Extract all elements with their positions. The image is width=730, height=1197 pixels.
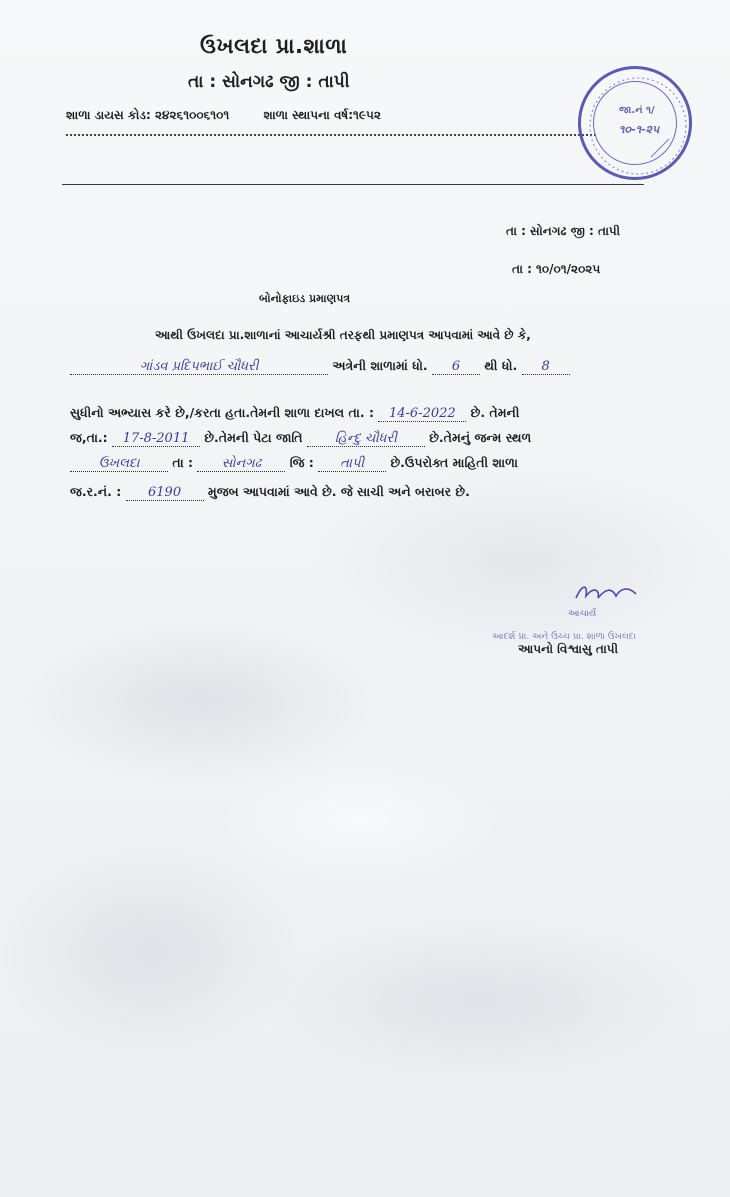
established-year: શાળા સ્થાપના વર્ષ:૧૯૫૨ xyxy=(263,108,381,122)
text-records: છે.ઉપરોક્ત માહિતી શાળા xyxy=(390,455,518,470)
certificate-line-1 xyxy=(70,358,570,375)
certificate-intro: આથી ઉખલદા પ્રા.શાળાનાં આચાર્યશ્રી તરફથી પ્રમાણપત્ર આપવામાં આવે છે કે, xyxy=(155,328,531,342)
text-gr: જ.ર.નં. : xyxy=(70,484,122,499)
text-taluka: તા : xyxy=(172,455,194,470)
caste: હિન્દુ ચૌધરી xyxy=(307,431,425,447)
text-their: છે. તેમની xyxy=(470,405,520,420)
signature-closing: આપનો વિશ્વાસુ તાપી xyxy=(518,642,619,656)
text-birth: જ,તા.: xyxy=(70,430,108,445)
certificate-line-5 xyxy=(70,484,470,501)
certificate-heading: બોનોફાઇડ પ્રમાણપત્ર xyxy=(259,292,351,305)
birth-place: ઉખલદા xyxy=(70,456,168,472)
dise-code: શાળા ડાયસ કોડ: ૨૪૨૬૧૦૦૬૧૦૧ xyxy=(66,108,230,122)
school-name: ઉખલદા પ્રા.શાળા xyxy=(200,34,348,58)
text-closing: મુજબ આપવામાં આવે છે. જે સાચી અને બરાબર છે. xyxy=(207,484,470,499)
text-school: અત્રેની શાળામાં ધો. xyxy=(332,358,428,373)
signature-scribble xyxy=(572,580,642,606)
text-birthplace: છે.તેમનું જન્મ સ્થળ xyxy=(429,430,532,445)
signature-stamp: આદર્શ પ્રા. અને ઉચ્ચ પ્રા. શાળા ઉખલદા xyxy=(492,632,637,642)
header-dotted-line xyxy=(66,126,596,136)
school-codes xyxy=(66,108,411,123)
text-district: જિ : xyxy=(289,455,314,470)
certificate-line-3 xyxy=(70,430,531,447)
certificate-line-2 xyxy=(70,405,519,422)
admission-date: 14-6-2022 xyxy=(378,406,466,422)
text-study: સુધીનો અભ્યાસ કરે છે,/કરતા હતા.તેમની શાળા દાખલ તા. : xyxy=(70,405,374,420)
meta-place: તા : સોનગઢ જી : તાપી xyxy=(506,224,621,238)
school-seal xyxy=(578,66,692,180)
student-name: ગાંડવ પ્રદિપભાઈ ચૌધરી xyxy=(70,359,328,375)
header-divider xyxy=(62,184,644,185)
from-standard: 6 xyxy=(432,359,480,375)
meta-date: તા : ૧૦/૦૧/૨૦૨૫ xyxy=(512,262,601,276)
school-location: તા : સોનગઢ જી : તાપી xyxy=(188,72,350,92)
gr-number: 6190 xyxy=(126,485,204,501)
text-caste: છે.તેમની પેટા જાતિ xyxy=(204,430,303,445)
taluka: સોનગઢ xyxy=(197,456,285,472)
district: તાપી xyxy=(318,456,386,472)
text-to: થી ધો. xyxy=(484,358,518,373)
to-standard: 8 xyxy=(522,359,570,375)
certificate-line-4 xyxy=(70,455,518,472)
signature-role: આચાર્ય xyxy=(568,609,597,619)
birth-date: 17-8-2011 xyxy=(112,431,200,447)
seal-number: જા.નં ૧/ xyxy=(619,105,655,116)
seal-date: ૧૦-૧-૨૫ xyxy=(619,123,660,136)
